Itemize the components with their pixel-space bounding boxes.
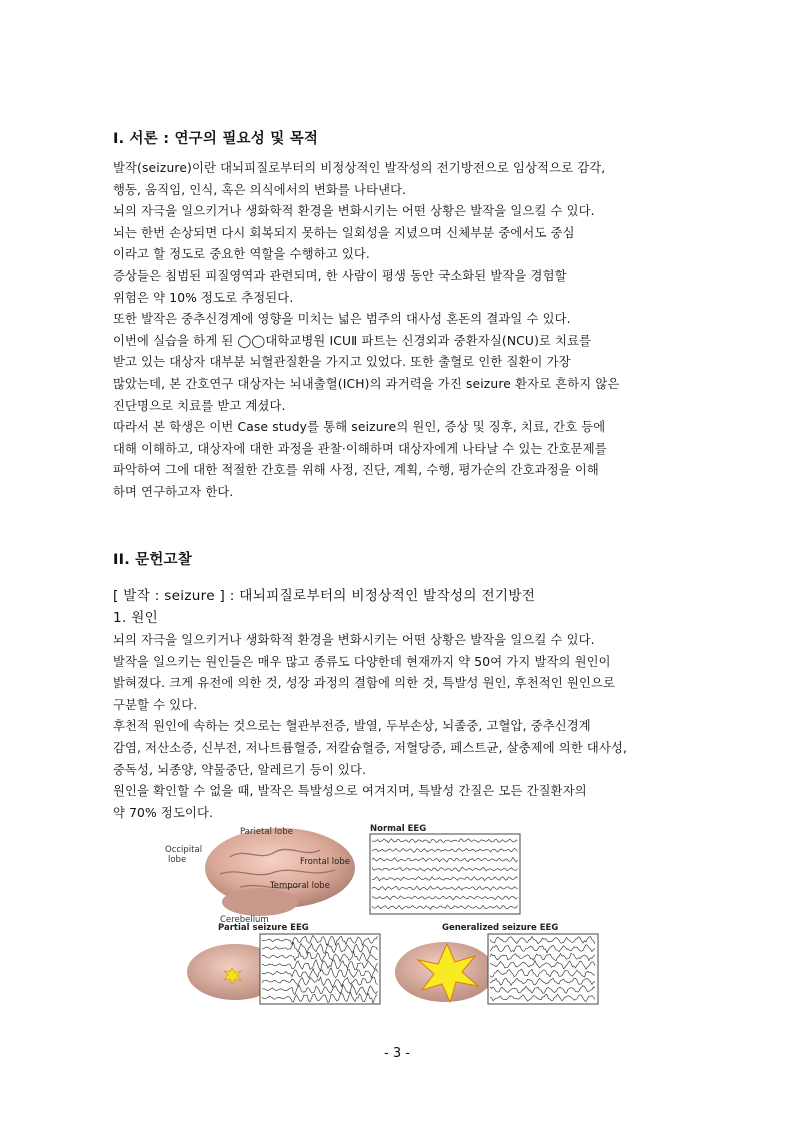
section-2-body — [113, 630, 688, 824]
text-line: 발작을 일으키는 원인들은 매우 많고 종류도 다양한데 현재까지 약 50여 가지 발작의 원인이 — [113, 654, 611, 669]
text-line: 파악하여 그에 대한 적절한 간호를 위해 사정, 진단, 계획, 수행, 평가순의 간호과정을 이해 — [113, 463, 599, 478]
text-line: 받고 있는 대상자 대부분 뇌혈관질환을 가지고 있었다. 또한 출혈로 인한 질환이 가장 — [113, 355, 571, 370]
normal-eeg-panel — [370, 834, 520, 914]
generalized-eeg-panel — [488, 934, 598, 1004]
text-line: 이번에 실습을 하게 된 ◯◯대학교병원 ICUⅡ 파트는 신경외과 중환자실(NCU)로 치료를 — [113, 333, 592, 348]
text-line: 따라서 본 학생은 이번 Case study를 통해 seizure의 원인, 증상 및 징후, 치료, 간호 등에 — [113, 420, 606, 435]
text-line: 진단명으로 치료를 받고 계셨다. — [113, 398, 286, 413]
occipital-lobe-label-2: lobe — [168, 855, 187, 865]
text-line: 위험은 약 10% 정도로 추정된다. — [113, 290, 294, 305]
cerebellum-shape — [222, 888, 298, 916]
text-line: 행동, 움직임, 인식, 혹은 의식에서의 변화를 나타낸다. — [113, 182, 407, 197]
generalized-seizure-eeg-title: Generalized seizure EEG — [442, 923, 559, 933]
brain-eeg-illustration — [160, 822, 600, 1017]
text-line: 하며 연구하고자 한다. — [113, 484, 234, 499]
text-line: 뇌는 한번 손상되면 다시 회복되지 못하는 일회성을 지녔으며 신체부분 중에서도 중심 — [113, 225, 575, 240]
normal-eeg-title: Normal EEG — [370, 824, 427, 834]
section-1-heading: I. 서론 : 연구의 필요성 및 목적 — [113, 131, 319, 147]
text-line: 또한 발작은 중추신경계에 영향을 미치는 넓은 범주의 대사성 혼돈의 결과일 수 있다. — [113, 312, 571, 327]
parietal-lobe-label: Parietal lobe — [240, 827, 293, 837]
section-2-heading: II. 문헌고찰 — [113, 552, 192, 568]
seizure-definition: [ 발작 : seizure ] : 대뇌피질로부터의 비정상적인 발작성의 전기방전 — [113, 588, 536, 604]
text-line: 뇌의 자극을 일으키거나 생화학적 환경을 변화시키는 어떤 상황은 발작을 일으킬 수 있다. — [113, 204, 595, 219]
section-1-body — [113, 158, 688, 504]
text-line: 원인을 확인할 수 없을 때, 발작은 특발성으로 여겨지며, 특발성 간질은 모든 간질환자의 — [113, 784, 587, 799]
cerebellum-label: Cerebellum — [220, 915, 269, 925]
text-line: 뇌의 자극을 일으키거나 생화학적 환경을 변화시키는 어떤 상황은 발작을 일으킬 수 있다. — [113, 633, 595, 647]
text-line: 후천적 원인에 속하는 것으로는 혈관부전증, 발열, 두부손상, 뇌졸중, 고혈압, 중추신경계 — [113, 719, 591, 734]
subsection-heading-causes: 1. 원인 — [113, 610, 159, 626]
partial-seizure-eeg-title: Partial seizure EEG — [218, 923, 309, 933]
brain-illustration — [205, 828, 355, 916]
text-line: 많았는데, 본 간호연구 대상자는 뇌내출혈(ICH)의 과거력을 가진 seizure 환자로 흔하지 않은 — [113, 376, 620, 391]
text-line: 이라고 할 정도로 중요한 역할을 수행하고 있다. — [113, 247, 370, 262]
text-line: 발작(seizure)이란 대뇌피질로부터의 비정상적인 발작성의 전기방전으로 임상적으로 감각, — [113, 161, 606, 175]
text-line: 약 70% 정도이다. — [113, 805, 214, 820]
temporal-lobe-label: Temporal lobe — [270, 881, 330, 891]
page-number: - 3 - — [384, 1046, 410, 1061]
occipital-lobe-label: Occipital — [165, 845, 203, 855]
text-line: 증상들은 침범된 피질영역과 관련되며, 한 사람이 평생 동안 국소화된 발작을 경험할 — [113, 268, 567, 283]
brain-eeg-figure — [160, 822, 600, 1017]
frontal-lobe-label: Frontal lobe — [300, 857, 350, 867]
text-line: 대해 이해하고, 대상자에 대한 과정을 관찰·이해하며 대상자에게 나타날 수 있는 간호문제를 — [113, 441, 607, 456]
text-line: 밝혀졌다. 크게 유전에 의한 것, 성장 과정의 결함에 의한 것, 특발성 원인, 후천적인 원인으로 — [113, 676, 616, 691]
text-line: 중독성, 뇌종양, 약물중단, 알레르기 등이 있다. — [113, 762, 367, 777]
text-line: 감염, 저산소증, 신부전, 저나트륨혈증, 저칼슘혈증, 저혈당증, 페스트균, 살충제에 의한 대사성, — [113, 740, 628, 755]
text-line: 구분할 수 있다. — [113, 697, 198, 712]
